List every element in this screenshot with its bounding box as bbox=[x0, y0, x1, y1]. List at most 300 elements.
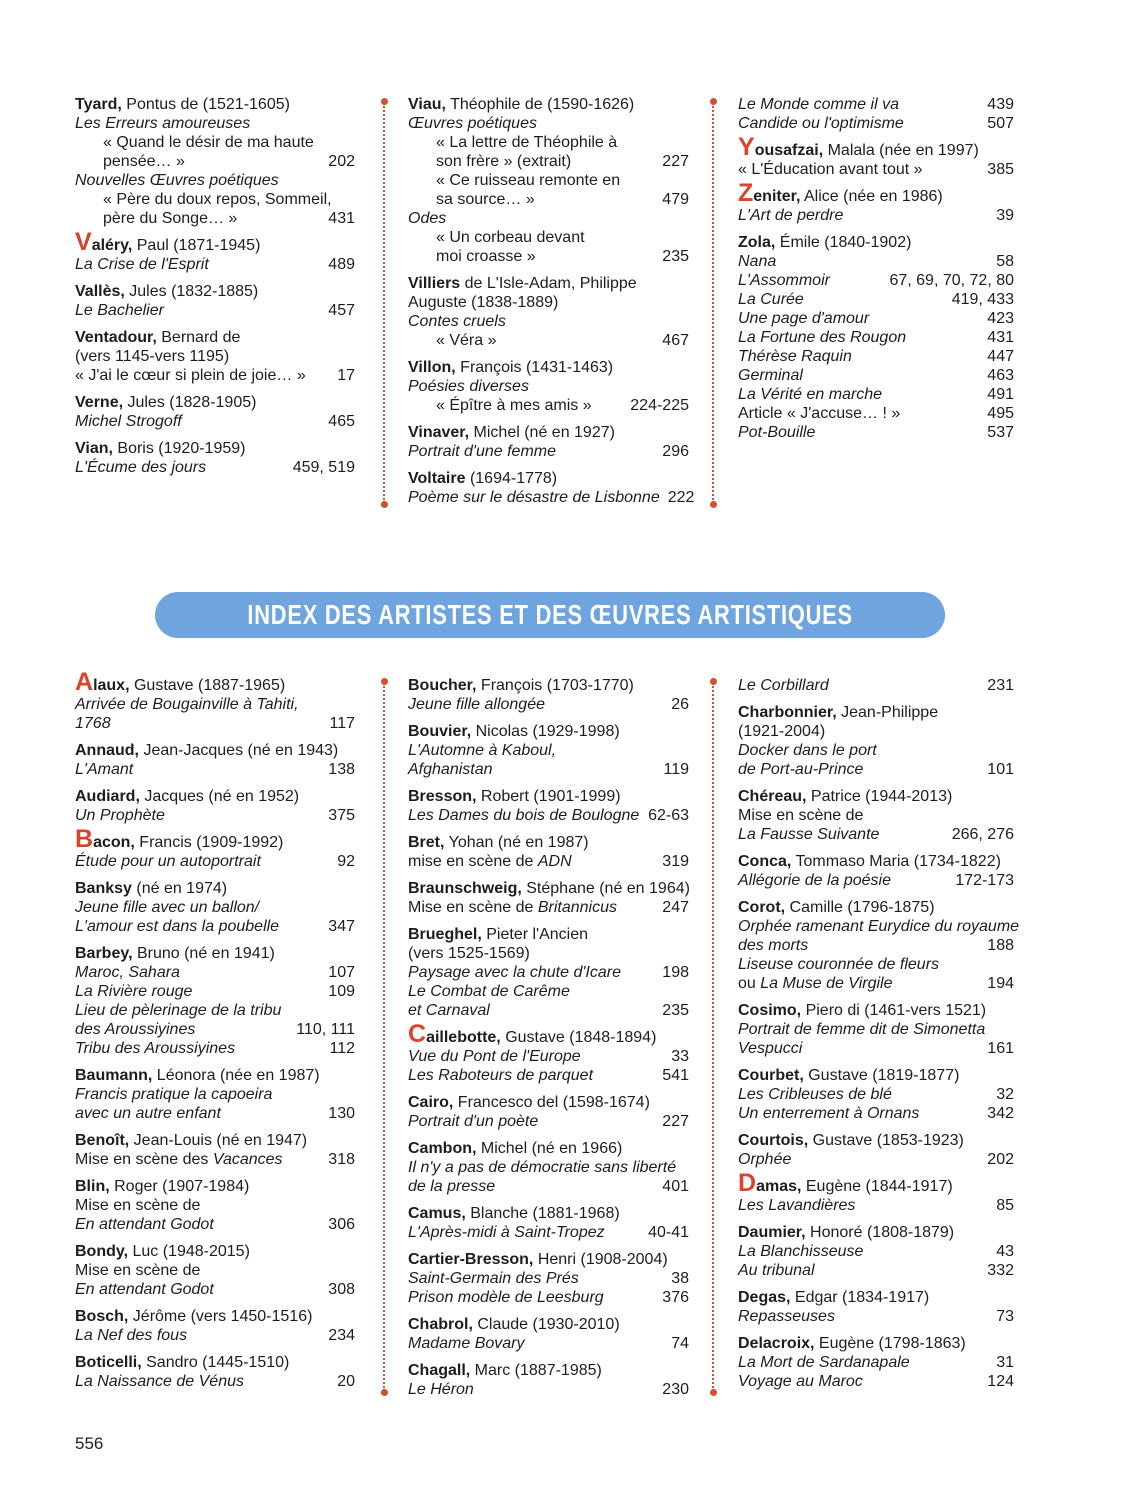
index-line-text: Lieu de pèlerinage de la tribu bbox=[75, 1002, 282, 1019]
index-line-text: Courbet, Gustave (1819-1877) bbox=[738, 1067, 960, 1084]
alphabet-drop-cap: C bbox=[408, 1020, 427, 1048]
index-column bbox=[75, 95, 355, 485]
index-line-text: Un enterrement à Ornans bbox=[738, 1105, 920, 1122]
index-line-text: Arrivée de Bougainville à Tahiti, bbox=[75, 696, 299, 713]
index-line-text: Vian, Boris (1920-1959) bbox=[75, 440, 246, 457]
index-line-text: La Vérité en marche bbox=[738, 386, 883, 403]
index-line-text: Les Raboteurs de parquet bbox=[408, 1067, 594, 1084]
index-line-text: Bresson, Robert (1901-1999) bbox=[408, 788, 621, 805]
index-entry bbox=[738, 1001, 1014, 1058]
index-work-line bbox=[738, 1196, 1014, 1215]
index-work-line bbox=[408, 1112, 689, 1131]
index-line-text: En attendant Godot bbox=[75, 1281, 214, 1298]
index-entry bbox=[738, 898, 1020, 993]
index-author-line bbox=[408, 722, 689, 741]
index-line-text: Benoît, Jean-Louis (né en 1947) bbox=[75, 1132, 308, 1149]
index-author-line bbox=[75, 787, 355, 806]
page-reference: 101 bbox=[987, 761, 1014, 778]
page-reference: 33 bbox=[671, 1048, 689, 1065]
index-line-text: « La lettre de Théophile à bbox=[436, 134, 618, 151]
index-work-line bbox=[408, 171, 689, 190]
index-work-line bbox=[75, 917, 355, 936]
index-work-line bbox=[738, 1242, 1014, 1261]
index-entry bbox=[75, 1177, 355, 1234]
index-work-line bbox=[75, 1261, 355, 1280]
index-line-text: Nouvelles Œuvres poétiques bbox=[75, 172, 279, 189]
index-line-text: Étude pour un autoportrait bbox=[75, 853, 261, 870]
index-work-line bbox=[75, 209, 355, 228]
index-work-line bbox=[738, 760, 1014, 779]
index-entry bbox=[75, 393, 355, 431]
index-entry bbox=[738, 1334, 1014, 1391]
index-work-line bbox=[738, 955, 1014, 974]
index-line-text: Barbey, Bruno (né en 1941) bbox=[75, 945, 275, 962]
index-line-text: Jeune fille allongée bbox=[408, 696, 545, 713]
index-line-text: Poème sur le désastre de Lisbonne bbox=[408, 489, 660, 506]
index-author-line bbox=[408, 879, 689, 898]
index-work-line bbox=[408, 1001, 689, 1020]
index-line-text: L'Assommoir bbox=[738, 272, 830, 289]
index-work-line bbox=[738, 1020, 1014, 1039]
index-work-line bbox=[408, 944, 689, 963]
index-work-line bbox=[408, 1223, 689, 1242]
index-line-text: Zola, Émile (1840-1902) bbox=[738, 234, 912, 251]
index-work-line bbox=[408, 982, 689, 1001]
index-work-line bbox=[75, 366, 355, 385]
page-number: 556 bbox=[75, 1434, 104, 1453]
index-work-line bbox=[75, 458, 355, 477]
index-line-text: Allégorie de la poésie bbox=[738, 872, 891, 889]
index-line-text: Repasseuses bbox=[738, 1308, 835, 1325]
index-work-line bbox=[408, 1177, 689, 1196]
index-line-text: Daumier, Honoré (1808-1879) bbox=[738, 1224, 955, 1241]
index-line-text: Œuvres poétiques bbox=[408, 115, 537, 132]
index-work-line bbox=[738, 114, 1014, 133]
index-work-line bbox=[738, 806, 1014, 825]
index-work-line bbox=[75, 963, 355, 982]
page-reference: 110, 111 bbox=[296, 1021, 355, 1038]
index-entry bbox=[408, 676, 689, 714]
section-banner-title: INDEX DES ARTISTES ET DES ŒUVRES ARTISTIQUES bbox=[247, 599, 853, 630]
page-reference: 227 bbox=[662, 1113, 689, 1130]
index-entry bbox=[75, 944, 355, 1058]
page-reference: 32 bbox=[996, 1086, 1014, 1103]
index-line-text: « Épître à mes amis » bbox=[436, 397, 592, 414]
index-line-text: Paysage avec la chute d'Icare bbox=[408, 964, 621, 981]
index-line-text: Annaud, Jean-Jacques (né en 1943) bbox=[75, 742, 339, 759]
index-work-line bbox=[408, 741, 689, 760]
index-work-line bbox=[738, 1372, 1014, 1391]
index-line-text: Yousafzai, Malala (née en 1997) bbox=[738, 133, 979, 161]
index-author-line bbox=[75, 95, 355, 114]
index-work-line bbox=[75, 1085, 355, 1104]
index-line-text: Damas, Eugène (1844-1917) bbox=[738, 1169, 953, 1197]
page-reference: 537 bbox=[987, 424, 1014, 441]
index-entry bbox=[738, 1131, 1014, 1169]
page-reference: 161 bbox=[987, 1040, 1014, 1057]
index-line-text: La Naissance de Vénus bbox=[75, 1373, 244, 1390]
index-line-text: Delacroix, Eugène (1798-1863) bbox=[738, 1335, 966, 1352]
index-line-text: L'amour est dans la poubelle bbox=[75, 918, 280, 935]
index-author-line bbox=[738, 1223, 1014, 1242]
index-entry bbox=[738, 179, 1014, 225]
page-reference: 318 bbox=[328, 1151, 355, 1168]
index-line-text: Maroc, Sahara bbox=[75, 964, 180, 981]
index-line-text: Brueghel, Pieter l'Ancien bbox=[408, 926, 589, 943]
index-line-text: mise en scène de ADN bbox=[408, 853, 572, 870]
index-work-line bbox=[738, 917, 1020, 936]
index-work-line bbox=[408, 293, 689, 312]
index-line-text: moi croasse » bbox=[436, 248, 536, 265]
index-line-text: Portrait d'un poète bbox=[408, 1113, 539, 1130]
index-line-text: des morts bbox=[738, 937, 809, 954]
index-line-text: sa source… » bbox=[436, 191, 535, 208]
index-line-text: Prison modèle de Leesburg bbox=[408, 1289, 604, 1306]
index-entry bbox=[75, 668, 355, 733]
index-work-line bbox=[408, 898, 689, 917]
index-work-line bbox=[408, 760, 689, 779]
index-line-text: « L'Éducation avant tout » bbox=[738, 161, 923, 178]
index-work-line bbox=[738, 328, 1014, 347]
index-line-text: Afghanistan bbox=[408, 761, 493, 778]
index-line-text: La Fausse Suivante bbox=[738, 826, 880, 843]
index-line-text: (1921-2004) bbox=[738, 723, 826, 740]
index-work-line bbox=[738, 95, 1014, 114]
index-author-line bbox=[408, 925, 689, 944]
page-reference: 112 bbox=[329, 1040, 355, 1057]
index-line-text: de la presse bbox=[408, 1178, 496, 1195]
index-author-line bbox=[75, 228, 355, 256]
index-line-text: Le Bachelier bbox=[75, 302, 164, 319]
index-work-line bbox=[738, 1104, 1014, 1123]
index-work-line bbox=[408, 228, 689, 247]
index-work-line bbox=[738, 1261, 1014, 1280]
index-entry bbox=[75, 328, 355, 385]
page-reference: 224-225 bbox=[630, 397, 689, 414]
index-line-text: Villiers de L'Isle-Adam, Philippe bbox=[408, 275, 637, 292]
index-line-text: Germinal bbox=[738, 367, 803, 384]
index-work-line bbox=[738, 206, 1014, 225]
page-reference: 457 bbox=[328, 302, 355, 319]
index-work-line bbox=[408, 247, 689, 266]
index-line-text: pensée… » bbox=[103, 153, 185, 170]
index-work-line bbox=[75, 1150, 355, 1169]
page-reference: 227 bbox=[662, 153, 689, 170]
index-line-text: Michel Strogoff bbox=[75, 413, 182, 430]
index-column bbox=[738, 95, 1014, 450]
index-line-text: La Nef des fous bbox=[75, 1327, 188, 1344]
page-reference: 431 bbox=[987, 329, 1014, 346]
index-line-text: (vers 1525-1569) bbox=[408, 945, 530, 962]
index-work-line bbox=[738, 1039, 1014, 1058]
page-reference: 447 bbox=[987, 348, 1014, 365]
index-entry bbox=[738, 676, 1014, 695]
index-work-line bbox=[75, 255, 355, 274]
index-line-text: de Port-au-Prince bbox=[738, 761, 864, 778]
dotted-column-separator bbox=[383, 103, 385, 503]
index-line-text: « Quand le désir de ma haute bbox=[103, 134, 314, 151]
index-line-text: père du Songe… » bbox=[103, 210, 238, 227]
page-reference: 296 bbox=[662, 443, 689, 460]
page-reference: 319 bbox=[662, 853, 689, 870]
index-author-line bbox=[75, 1242, 355, 1261]
page-reference: 43 bbox=[996, 1243, 1014, 1260]
index-column bbox=[75, 668, 355, 1399]
page-reference: 465 bbox=[328, 413, 355, 430]
index-work-line bbox=[75, 1001, 355, 1020]
index-work-line bbox=[75, 982, 355, 1001]
index-entry bbox=[408, 787, 689, 825]
index-author-line bbox=[738, 703, 1014, 722]
index-entry bbox=[738, 1066, 1014, 1123]
index-work-line bbox=[75, 301, 355, 320]
index-entry bbox=[408, 1315, 689, 1353]
index-line-text: « Véra » bbox=[436, 332, 497, 349]
index-work-line bbox=[408, 1380, 689, 1399]
index-work-line bbox=[738, 366, 1014, 385]
index-work-line bbox=[738, 1307, 1014, 1326]
index-line-text: Bouvier, Nicolas (1929-1998) bbox=[408, 723, 620, 740]
index-line-text: Odes bbox=[408, 210, 447, 227]
page-reference: 347 bbox=[328, 918, 355, 935]
alphabet-drop-cap: B bbox=[75, 825, 94, 853]
page-reference: 491 bbox=[987, 386, 1014, 403]
index-author-line bbox=[738, 1288, 1014, 1307]
index-work-line bbox=[75, 1196, 355, 1215]
index-entry bbox=[408, 1250, 689, 1307]
index-entry bbox=[408, 925, 689, 1020]
index-author-line bbox=[408, 1250, 689, 1269]
index-work-line bbox=[75, 1020, 355, 1039]
index-line-text: Alaux, Gustave (1887-1965) bbox=[75, 668, 286, 696]
index-work-line bbox=[408, 852, 689, 871]
index-work-line bbox=[738, 741, 1014, 760]
index-entry bbox=[75, 95, 355, 228]
index-author-line bbox=[408, 423, 689, 442]
index-line-text: Candide ou l'optimisme bbox=[738, 115, 904, 132]
index-line-text: Portrait d'une femme bbox=[408, 443, 557, 460]
index-work-line bbox=[75, 695, 355, 714]
index-work-line bbox=[408, 1158, 689, 1177]
index-line-text: Article « J'accuse… ! » bbox=[738, 405, 901, 422]
page-reference: 231 bbox=[987, 677, 1014, 694]
index-line-text: L'Amant bbox=[75, 761, 134, 778]
index-entry bbox=[408, 833, 689, 871]
index-author-line bbox=[408, 274, 689, 293]
index-author-line bbox=[75, 668, 355, 696]
index-line-text: Ventadour, Bernard de bbox=[75, 329, 241, 346]
page-reference: 489 bbox=[328, 256, 355, 273]
index-entry bbox=[408, 1361, 689, 1399]
page-reference: 332 bbox=[987, 1262, 1014, 1279]
index-line-text: Boticelli, Sandro (1445-1510) bbox=[75, 1354, 290, 1371]
index-work-line bbox=[75, 898, 355, 917]
index-line-text: L'Automne à Kaboul, bbox=[408, 742, 557, 759]
index-line-text: Tribu des Aroussiyines bbox=[75, 1040, 236, 1057]
index-entry bbox=[408, 1139, 689, 1196]
index-work-line bbox=[738, 871, 1014, 890]
index-line-text: Mise en scène de bbox=[738, 807, 864, 824]
page-reference: 40-41 bbox=[648, 1224, 689, 1241]
index-author-line bbox=[75, 1307, 355, 1326]
index-work-line bbox=[738, 271, 1014, 290]
index-line-text: L'Art de perdre bbox=[738, 207, 844, 224]
page-reference: 230 bbox=[662, 1381, 689, 1398]
page-reference: 172-173 bbox=[955, 872, 1014, 889]
index-line-text: Les Cribleuses de blé bbox=[738, 1086, 892, 1103]
index-author-line bbox=[75, 328, 355, 347]
index-line-text: Blin, Roger (1907-1984) bbox=[75, 1178, 250, 1195]
index-author-line bbox=[738, 1131, 1014, 1150]
index-entry bbox=[738, 787, 1014, 844]
index-work-line bbox=[75, 171, 355, 190]
index-work-line bbox=[408, 1047, 689, 1066]
index-line-text: Voltaire (1694-1778) bbox=[408, 470, 558, 487]
index-author-line bbox=[75, 393, 355, 412]
page-reference: 74 bbox=[671, 1335, 689, 1352]
index-column bbox=[738, 676, 1020, 1399]
index-entry bbox=[738, 1223, 1014, 1280]
index-work-line bbox=[408, 695, 689, 714]
index-line-text: Courtois, Gustave (1853-1923) bbox=[738, 1132, 964, 1149]
index-author-line bbox=[408, 833, 689, 852]
index-author-line bbox=[75, 825, 355, 853]
index-work-line bbox=[738, 252, 1014, 271]
index-work-line bbox=[738, 290, 1014, 309]
index-line-text: « Ce ruisseau remonte en bbox=[436, 172, 621, 189]
index-line-text: Auguste (1838-1889) bbox=[408, 294, 559, 311]
index-entry bbox=[408, 1204, 689, 1242]
index-line-text: Orphée ramenant Eurydice du royaume bbox=[738, 918, 1020, 935]
index-line-text: Banksy (né en 1974) bbox=[75, 880, 228, 897]
index-work-line bbox=[408, 190, 689, 209]
dotted-column-separator bbox=[712, 683, 714, 1391]
index-author-line bbox=[75, 944, 355, 963]
index-line-text: des Aroussiyines bbox=[75, 1021, 196, 1038]
index-line-text: Le Héron bbox=[408, 1381, 474, 1398]
page-reference: 235 bbox=[662, 248, 689, 265]
index-line-text: Le Monde comme il va bbox=[738, 96, 899, 113]
page-reference: 235 bbox=[662, 1002, 689, 1019]
dotted-column-separator bbox=[383, 683, 385, 1391]
alphabet-drop-cap: V bbox=[75, 228, 92, 256]
index-line-text: La Crise de l'Esprit bbox=[75, 256, 209, 273]
page-reference: 107 bbox=[328, 964, 355, 981]
index-entry bbox=[408, 423, 689, 461]
index-entry bbox=[738, 852, 1014, 890]
index-work-line bbox=[75, 1372, 355, 1391]
index-work-line bbox=[738, 1085, 1014, 1104]
index-entry bbox=[738, 133, 1014, 179]
index-work-line bbox=[75, 806, 355, 825]
index-work-line bbox=[738, 722, 1014, 741]
index-work-line bbox=[75, 1326, 355, 1345]
page-reference: 376 bbox=[662, 1289, 689, 1306]
index-line-text: Francis pratique la capoeira bbox=[75, 1086, 273, 1103]
index-work-line bbox=[738, 974, 1014, 993]
index-work-line bbox=[408, 133, 689, 152]
page-reference: 202 bbox=[328, 153, 355, 170]
index-entry bbox=[408, 274, 689, 350]
index-line-text: Madame Bovary bbox=[408, 1335, 525, 1352]
index-author-line bbox=[75, 1353, 355, 1372]
page-reference: 541 bbox=[662, 1067, 689, 1084]
index-work-line bbox=[75, 152, 355, 171]
index-work-line bbox=[408, 442, 689, 461]
index-work-line bbox=[408, 1269, 689, 1288]
index-author-line bbox=[408, 358, 689, 377]
index-author-line bbox=[738, 133, 1014, 161]
page-reference: 495 bbox=[987, 405, 1014, 422]
index-entry bbox=[738, 1288, 1014, 1326]
index-line-text: Pot-Bouille bbox=[738, 424, 816, 441]
index-author-line bbox=[408, 676, 689, 695]
index-entry bbox=[408, 358, 689, 415]
index-line-text: Viau, Théophile de (1590-1626) bbox=[408, 96, 635, 113]
index-entry bbox=[75, 1353, 355, 1391]
index-work-line bbox=[75, 1039, 355, 1058]
index-line-text: Chagall, Marc (1887-1985) bbox=[408, 1362, 602, 1379]
page-reference: 247 bbox=[662, 899, 689, 916]
index-author-line bbox=[408, 1361, 689, 1380]
index-work-line bbox=[738, 160, 1014, 179]
index-line-text: Tyard, Pontus de (1521-1605) bbox=[75, 96, 290, 113]
index-line-text: Saint-Germain des Prés bbox=[408, 1270, 579, 1287]
index-entry bbox=[75, 228, 355, 274]
page-reference: 479 bbox=[662, 191, 689, 208]
index-line-text: Vallès, Jules (1832-1885) bbox=[75, 283, 259, 300]
page-reference: 119 bbox=[663, 761, 689, 778]
index-work-line bbox=[408, 963, 689, 982]
index-line-text: Orphée bbox=[738, 1151, 792, 1168]
index-author-line bbox=[408, 1093, 689, 1112]
index-line-text: Bondy, Luc (1948-2015) bbox=[75, 1243, 250, 1260]
index-author-line bbox=[738, 898, 1014, 917]
index-work-line bbox=[408, 1334, 689, 1353]
index-line-text: Mise en scène de bbox=[75, 1262, 201, 1279]
page-reference: 20 bbox=[337, 1373, 355, 1390]
index-line-text: La Fortune des Rougon bbox=[738, 329, 907, 346]
index-column bbox=[408, 95, 695, 515]
page-reference: 401 bbox=[662, 1178, 689, 1195]
index-line-text: Portrait de femme dit de Simonetta bbox=[738, 1021, 986, 1038]
index-work-line bbox=[408, 209, 689, 228]
index-line-text: Mise en scène des Vacances bbox=[75, 1151, 283, 1168]
index-work-line bbox=[408, 488, 695, 507]
index-line-text: Mise en scène de bbox=[75, 1197, 201, 1214]
index-line-text: L'Écume des jours bbox=[75, 459, 207, 476]
index-line-text: La Rivière rouge bbox=[75, 983, 193, 1000]
page-reference: 306 bbox=[328, 1216, 355, 1233]
index-work-line bbox=[408, 1288, 689, 1307]
index-work-line bbox=[75, 190, 355, 209]
index-line-text: 1768 bbox=[75, 715, 111, 732]
index-entry bbox=[408, 1093, 689, 1131]
index-work-line bbox=[75, 114, 355, 133]
index-line-text: Corot, Camille (1796-1875) bbox=[738, 899, 935, 916]
index-entry bbox=[75, 741, 355, 779]
page-reference: 431 bbox=[328, 210, 355, 227]
index-line-text: Thérèse Raquin bbox=[738, 348, 852, 365]
index-work-line bbox=[738, 825, 1014, 844]
index-entry bbox=[75, 1242, 355, 1299]
index-work-line bbox=[408, 1066, 689, 1085]
index-work-line bbox=[738, 1353, 1014, 1372]
page-reference: 234 bbox=[328, 1327, 355, 1344]
index-line-text: Audiard, Jacques (né en 1952) bbox=[75, 788, 300, 805]
index-author-line bbox=[738, 233, 1014, 252]
page-reference: 463 bbox=[987, 367, 1014, 384]
